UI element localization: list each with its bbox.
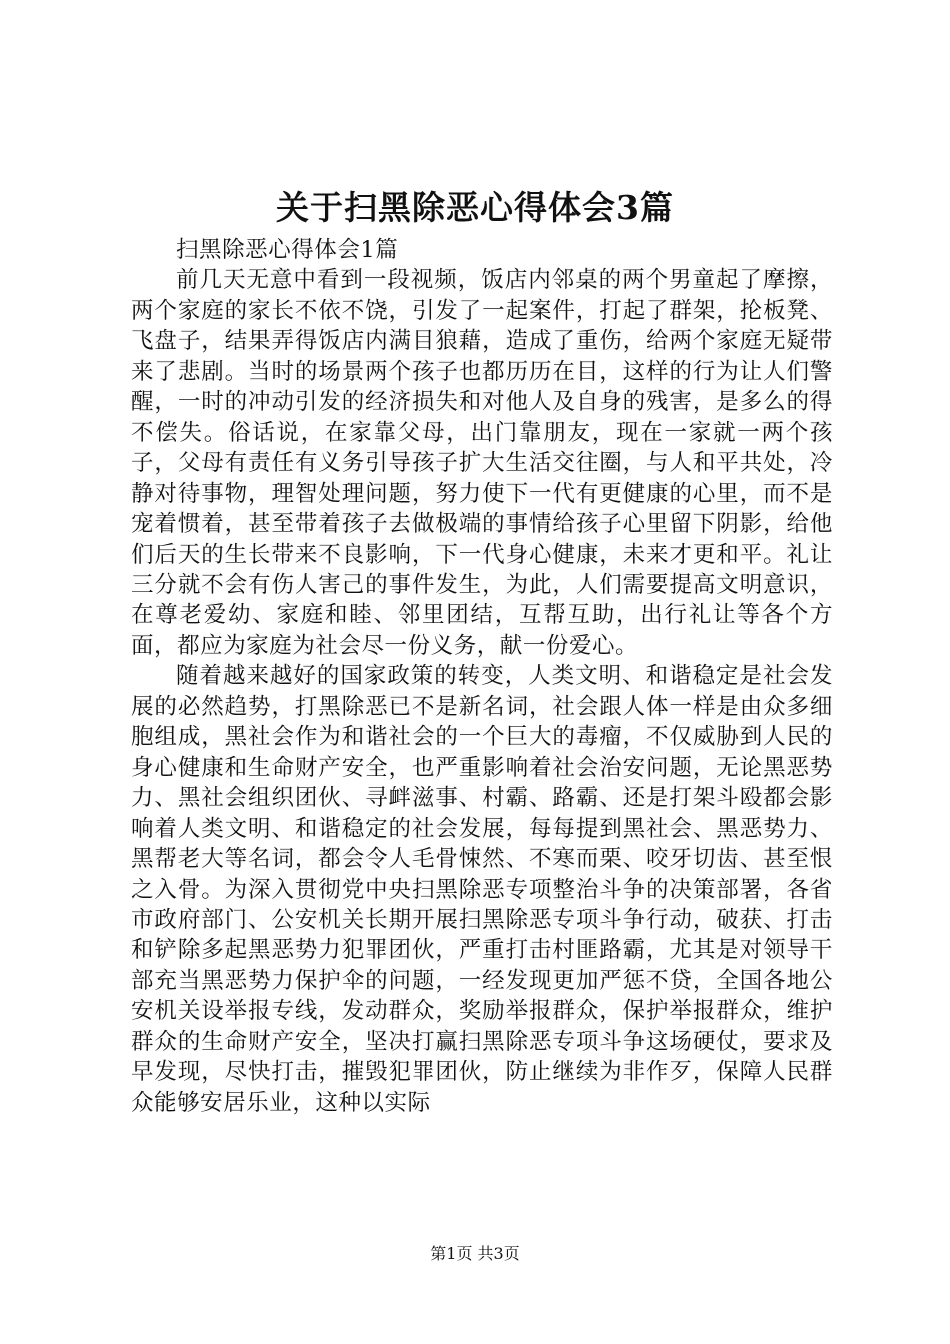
page-footer: 第1页 共3页 bbox=[430, 1244, 520, 1263]
document-title: 关于扫黑除恶心得体会3篇 bbox=[276, 188, 674, 227]
section-heading: 扫黑除恶心得体会1篇 bbox=[176, 237, 399, 263]
body-paragraph-2: 随着越来越好的国家政策的转变，人类文明、和谐稳定是社会发展的必然趋势，打黑除恶已不是新名词，社会跟人体一样是由众多细胞组成，黑社会作为和谐社会的一个巨大的毒瘤，不仅威胁到人民的身心健康和生命财产安全，也严重影响着社会治安问题，无论黑恶势力、黑社会组织团伙、寻衅滋事、村霸、路霸、还是打架斗殴都会影响着人类文明、和谐稳定的社会发展，每每提到黑社会、黑恶势力、黑帮老大等名词，都会令人毛骨悚然、不寒而栗、咬牙切齿、甚至恨之入骨。为深入贯彻党中央扫黑除恶专项整治斗争的决策部署，各省市政府部门、公安机关长期开展扫黑除恶专项斗争行动，破获、打击和铲除多起黑恶势力犯罪团伙，严重打击村匪路霸，尤其是对领导干部充当黑恶势力保护伞的问题，一经发现更加严惩不贷，全国各地公安机关设举报专线，发动群众，奖励举报群众，保护举报群众，维护群众的生命财产安全，坚决打赢扫黑除恶专项斗争这场硬仗，要求及早发现，尽快打击，摧毁犯罪团伙，防止继续为非作歹，保障人民群众能够安居乐业，这种以实际 bbox=[131, 663, 833, 1116]
document-body bbox=[131, 235, 833, 1118]
body-paragraph-1: 前几天无意中看到一段视频，饭店内邻桌的两个男童起了摩擦，两个家庭的家长不依不饶，引发了一起案件，打起了群架，抡板凳、飞盘子，结果弄得饭店内满目狼藉，造成了重伤，给两个家庭无疑带来了悲剧。当时的场景两个孩子也都历历在目，这样的行为让人们警醒，一时的冲动引发的经济损失和对他人及自身的残害，是多么的得不偿失。俗话说，在家靠父母，出门靠朋友，现在一家就一两个孩子，父母有责任有义务引导孩子扩大生活交往圈，与人和平共处，冷静对待事物，理智处理问题，努力使下一代有更健康的心里，而不是宠着惯着，甚至带着孩子去做极端的事情给孩子心里留下阴影，给他们后天的生长带来不良影响，下一代身心健康，未来才更和平。礼让三分就不会有伤人害己的事件发生，为此，人们需要提高文明意识，在尊老爱幼、家庭和睦、邻里团结，互帮互助，出行礼让等各个方面，都应为家庭为社会尽一份义务，献一份爱心。 bbox=[131, 267, 833, 659]
